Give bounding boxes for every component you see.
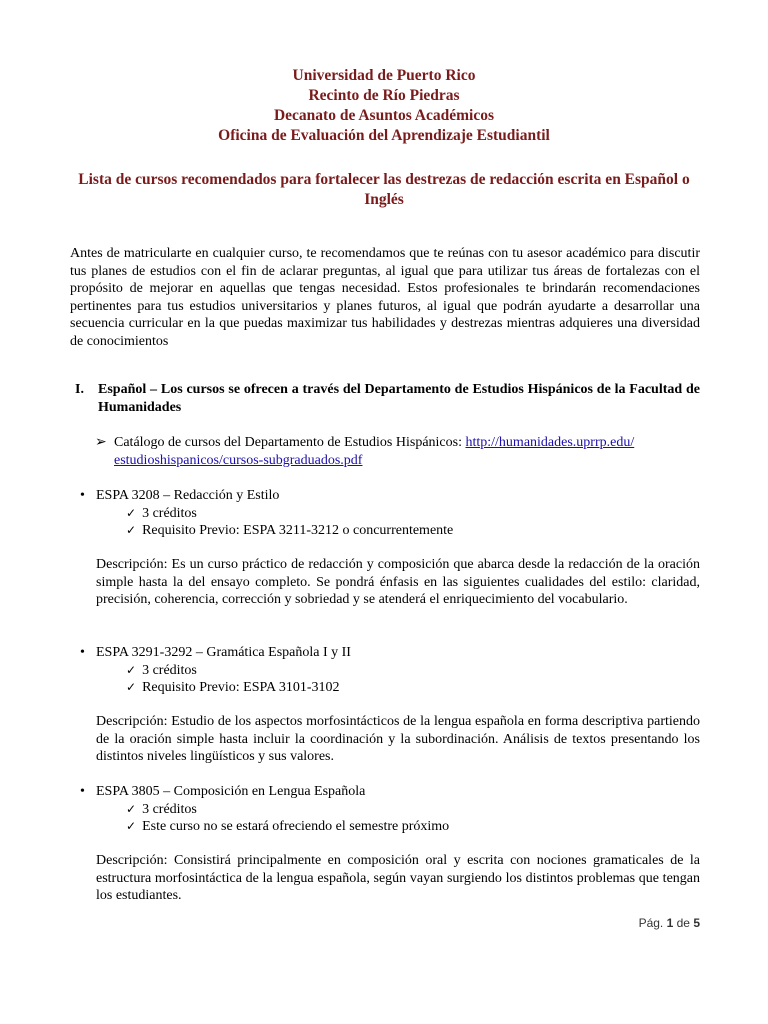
course-description: Descripción: Consistirá principalmente en composición oral y escrita con nociones gramaticales de la estructura morfosintáctica de la lengua española, según vayan surgiendo los distintos problemas que tengan los estudiantes. [96, 853, 700, 903]
course-title: ESPA 3291-3292 – Gramática Española I y II [96, 645, 351, 660]
course-title: ESPA 3208 – Redacción y Estilo [96, 488, 280, 503]
catalog-label: Catálogo de cursos del Departamento de Estudios Hispánicos: [114, 435, 466, 450]
catalog-link-continued[interactable]: estudioshispanicos/cursos-subgraduados.pdf [114, 452, 363, 468]
intro-paragraph: Antes de matricularte en cualquier curso, te recomendamos que te reúnas con tu asesor académico para discutir tus planes de estudios con el fin de aclarar preguntas, al igual que para utilizar tus áreas de fortalezas con el propósito de mejorar en aquellas que tengas necesidad. Estos profesionales te brindarán recomendaciones pertinentes para tus estudios universitarios y planes futuros, al igual que podrán ayudarte a desarrollar una secuencia curricular en la que puedas maximizar tus habilidades y destrezas mientras adquieres una diversidad de conocimientos [70, 246, 700, 349]
bullet-icon: • [80, 645, 85, 660]
catalog-item [95, 434, 695, 469]
institution-header [0, 66, 768, 146]
bullet-icon: • [80, 784, 85, 799]
course-description: Descripción: Es un curso práctico de redacción y composición que abarca desde la redacción de la oración simple hasta la del ensayo completo. Se pondrá énfasis en las siguientes cualidades del estilo: claridad, precisión, coherencia, corrección y sobriedad y se atenderá el enriquecimiento del vocabulario. [96, 557, 700, 607]
current-page: 1 [666, 916, 674, 930]
catalog-link[interactable]: http://humanidades.uprrp.edu/ [465, 435, 635, 450]
deanship-name: Decanato de Asuntos Académicos [273, 107, 494, 124]
section-heading [70, 381, 700, 417]
section-number: I. [75, 382, 84, 397]
university-name: Universidad de Puerto Rico [292, 67, 476, 84]
arrow-bullet-icon: ➢ [95, 435, 107, 450]
checkmark-icon: ✓ [126, 523, 137, 537]
course-note: Este curso no se estará ofreciendo el semestre próximo [142, 819, 450, 834]
section-title: Español – Los cursos se ofrecen a través del Departamento de Estudios Hispánicos de la Facultad de Humanidades [98, 382, 700, 415]
course-item [80, 783, 449, 836]
campus-name: Recinto de Río Piedras [308, 87, 460, 104]
course-item [80, 487, 453, 540]
office-name: Oficina de Evaluación del Aprendizaje Estudiantil [218, 127, 550, 144]
checkmark-icon: ✓ [126, 680, 137, 694]
course-credits: 3 créditos [142, 662, 197, 678]
course-note: Requisito Previo: ESPA 3101-3102 [142, 680, 340, 695]
checkmark-icon: ✓ [126, 801, 137, 816]
course-item [80, 644, 351, 697]
course-description: Descripción: Estudio de los aspectos morfosintácticos de la lengua española en forma descriptiva partiendo de la oración simple hasta incluir la coordinación y la subordinación. Análisis de textos presentando los distintos niveles lingüísticos y sus valores. [96, 714, 700, 764]
bullet-icon: • [80, 488, 85, 503]
checkmark-icon: ✓ [126, 505, 137, 520]
course-credits: 3 créditos [142, 505, 197, 521]
page-number: Pág. 1 de 5 [638, 916, 700, 930]
document-title: Lista de cursos recomendados para fortalecer las destrezas de redacción escrita en Español o Inglés [78, 171, 690, 208]
total-pages: 5 [693, 916, 700, 930]
course-credits: 3 créditos [142, 801, 197, 817]
course-note: Requisito Previo: ESPA 3211-3212 o concurrentemente [142, 523, 454, 538]
checkmark-icon: ✓ [126, 662, 137, 677]
course-title: ESPA 3805 – Composición en Lengua Española [96, 784, 366, 799]
checkmark-icon: ✓ [126, 819, 137, 833]
